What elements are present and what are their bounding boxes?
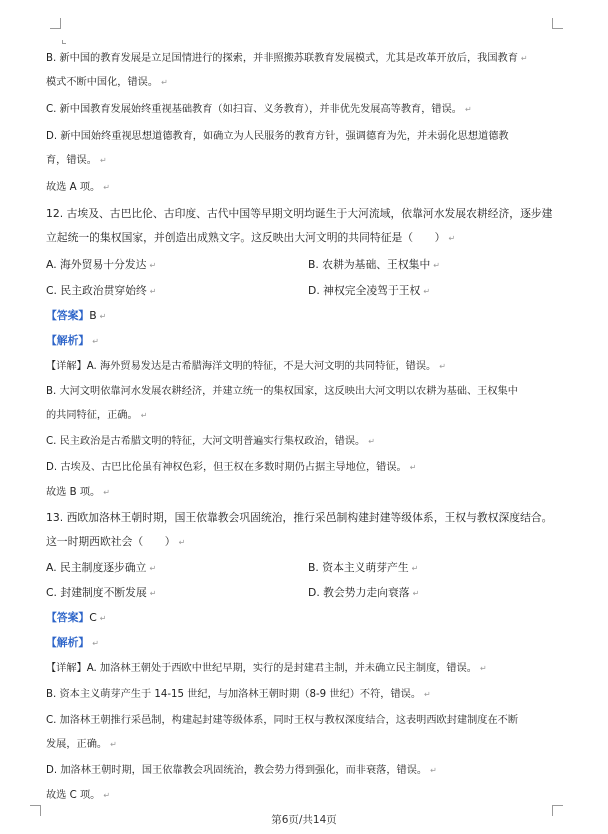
crop-mark-top-left [50, 18, 61, 29]
option-a: A. 民主制度逐步确立 [46, 561, 147, 574]
text-line: 故选 A 项。 ↵ [46, 182, 110, 193]
text-line: 模式不断中国化，错误。 ↵ [46, 77, 168, 88]
question-12-stem: 12. 古埃及、古巴比伦、古印度、古代中国等早期文明均诞生于大河流域，依靠河水发展农耕经济，逐步建 [46, 207, 553, 220]
option-b: B. 资本主义萌芽产生 ↵ [308, 561, 419, 574]
question-13-stem: 13. 西欧加洛林王朝时期，国王依靠教会巩固统治，推行采邑制构建封建等级体系，王权与教权深度结合。 [46, 511, 553, 524]
question-13-option-row: A. 民主制度逐步确立 ↵ B. 资本主义萌芽产生 ↵ [46, 561, 419, 574]
question-13-explain: 发展，正确。 ↵ [46, 739, 117, 750]
question-13-answer: 【答案】C ↵ [46, 611, 107, 624]
option-d: D. 教会势力走向衰落 ↵ [308, 586, 420, 599]
question-12-option-row: A. 海外贸易十分发达 ↵ B. 农耕为基础、王权集中 ↵ [46, 258, 440, 271]
question-12-explain: 【详解】A. 海外贸易发达是古希腊海洋文明的特征，不是大河文明的共同特征，错误。 ↵ [46, 361, 446, 372]
page-footer: 第6页/共14页 [271, 814, 337, 826]
question-13-explain: C. 加洛林王朝推行采邑制，构建起封建等级体系，同时王权与教权深度结合，这表明西欧封建制度在不断 [46, 715, 519, 726]
question-12-answer: 【答案】B ↵ [46, 309, 107, 322]
question-13-explain: B. 资本主义萌芽产生于 14-15 世纪，与加洛林王朝时期（8-9 世纪）不符，错误。 ↵ [46, 689, 431, 700]
question-12-analysis-label: 【解析】 ↵ [46, 334, 99, 347]
option-c: C. 民主政治贯穿始终 [46, 284, 147, 297]
crop-mark-top-right [552, 18, 563, 29]
question-12-stem: 立起统一的集权国家，并创造出成熟文字。这反映出大河文明的共同特征是（ ） ↵ [46, 231, 456, 244]
option-c: C. 封建制度不断发展 [46, 586, 147, 599]
option-d: D. 神权完全凌驾于王权 ↵ [308, 284, 431, 297]
question-13-explain: D. 加洛林王朝时期，国王依靠教会巩固统治，教会势力得到强化，而非衰落，错误。 ↵ [46, 765, 437, 776]
text-line: D. 新中国始终重视思想道德教育，如确立为人民服务的教育方针，强调德育为先，并未弱化思想道德教 [46, 131, 509, 142]
question-13-stem: 这一时期西欧社会（ ） ↵ [46, 535, 186, 548]
paragraph-tick [62, 40, 66, 44]
question-13-option-row: C. 封建制度不断发展 ↵ D. 教会势力走向衰落 ↵ [46, 586, 420, 599]
question-12-explain: 的共同特征，正确。 ↵ [46, 410, 148, 421]
question-13-explain: 【详解】A. 加洛林王朝处于西欧中世纪早期，实行的是封建君主制，并未确立民主制度，错误。 ↵ [46, 663, 487, 674]
question-12-explain: 故选 B 项。 ↵ [46, 487, 110, 498]
question-13-explain: 故选 C 项。 ↵ [46, 790, 111, 801]
question-12-explain: C. 民主政治是古希腊文明的特征，大河文明普遍实行集权政治，错误。 ↵ [46, 436, 375, 447]
option-b: B. 农耕为基础、王权集中 ↵ [308, 258, 440, 271]
text-line: B. 新中国的教育发展是立足国情进行的探索，并非照搬苏联教育发展模式，尤其是改革开放后，我国教育 ↵ [46, 53, 528, 64]
question-12-explain: D. 古埃及、古巴比伦虽有神权色彩，但王权在多数时期仍占据主导地位，错误。 ↵ [46, 462, 417, 473]
option-a: A. 海外贸易十分发达 [46, 258, 147, 271]
text-line: 育，错误。 ↵ [46, 155, 107, 166]
question-12-option-row: C. 民主政治贯穿始终 ↵ D. 神权完全凌驾于王权 ↵ [46, 284, 431, 297]
question-13-analysis-label: 【解析】 ↵ [46, 636, 99, 649]
question-12-explain: B. 大河文明依靠河水发展农耕经济，并建立统一的集权国家，这反映出大河文明以农耕为基础、王权集中 [46, 386, 518, 397]
text-line: C. 新中国教育发展始终重视基础教育（如扫盲、义务教育），并非优先发展高等教育，错误。 ↵ [46, 104, 472, 115]
